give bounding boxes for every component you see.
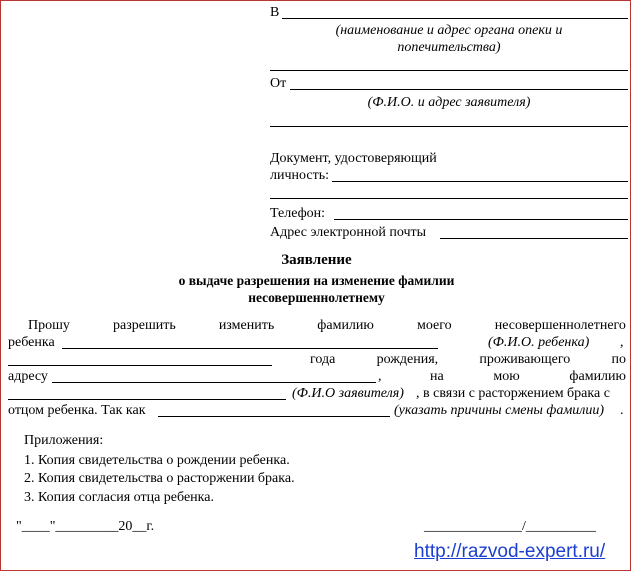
title-sub-2: несовершеннолетнему xyxy=(248,290,385,305)
period: . xyxy=(620,403,624,418)
attachment-item: 2. Копия свидетельства о расторжении брака. xyxy=(24,471,295,486)
reason-hint: (указать причины смены фамилии) xyxy=(394,403,605,418)
attachments-title: Приложения: xyxy=(24,433,104,448)
divorce-text: , в связи с расторжением брака с xyxy=(416,386,610,401)
to-label: В xyxy=(270,5,280,20)
comma: , xyxy=(378,369,382,384)
word: мою xyxy=(493,369,520,384)
id-doc-line-2[interactable] xyxy=(270,198,628,199)
word: по xyxy=(611,352,626,367)
word: года xyxy=(310,352,336,367)
attachment-item: 1. Копия свидетельства о рождении ребенка. xyxy=(24,453,290,468)
to-hint-2: попечительства) xyxy=(397,40,501,55)
address-label: адресу xyxy=(8,369,48,384)
word: изменить xyxy=(218,318,275,333)
comma: , xyxy=(620,335,624,350)
body-line-4 xyxy=(430,369,626,385)
email-label: Адрес электронной почты xyxy=(270,225,427,240)
word: несовершеннолетнего xyxy=(494,318,626,333)
to-line[interactable] xyxy=(282,18,628,19)
body-line-3 xyxy=(310,352,626,368)
id-doc-label-1: Документ, удостоверяющий xyxy=(270,151,437,166)
from-label: От xyxy=(270,76,287,91)
word: фамилию xyxy=(317,318,374,333)
word: проживающего xyxy=(479,352,571,367)
to-line-2[interactable] xyxy=(270,70,628,71)
signature-field[interactable]: ______________/__________ xyxy=(424,519,596,534)
child-name-line[interactable] xyxy=(62,348,438,349)
address-line[interactable] xyxy=(52,382,376,383)
phone-label: Телефон: xyxy=(270,206,326,221)
applicant-name-line[interactable] xyxy=(8,399,286,400)
reason-line[interactable] xyxy=(158,416,390,417)
father-text: отцом ребенка. Так как xyxy=(8,403,146,418)
birth-year-line[interactable] xyxy=(8,365,272,366)
word: Прошу xyxy=(28,318,70,333)
word: рождения, xyxy=(376,352,439,367)
from-line[interactable] xyxy=(290,89,628,90)
phone-line[interactable] xyxy=(334,219,628,220)
word: на xyxy=(430,369,444,384)
applicant-hint: (Ф.И.О заявителя) xyxy=(292,386,404,401)
word: моего xyxy=(416,318,452,333)
id-doc-label-2: личность: xyxy=(270,168,329,183)
email-line[interactable] xyxy=(440,238,628,239)
to-hint-1: (наименование и адрес органа опеки и xyxy=(335,23,563,38)
title-main: Заявление xyxy=(281,252,352,268)
title-sub-1: о выдаче разрешения на изменение фамилии xyxy=(178,273,455,288)
child-label: ребенка xyxy=(8,335,55,350)
word: разрешить xyxy=(112,318,176,333)
from-hint: (Ф.И.О. и адрес заявителя) xyxy=(367,95,531,110)
body-line-1 xyxy=(28,318,626,334)
id-doc-line[interactable] xyxy=(332,181,628,182)
from-line-2[interactable] xyxy=(270,126,628,127)
child-hint: (Ф.И.О. ребенка) xyxy=(488,335,590,350)
word: фамилию xyxy=(569,369,626,384)
date-field[interactable]: "____"_________20__г. xyxy=(16,519,155,534)
attachment-item: 3. Копия согласия отца ребенка. xyxy=(24,490,214,505)
website-link[interactable]: http://razvod-expert.ru/ xyxy=(414,541,606,562)
